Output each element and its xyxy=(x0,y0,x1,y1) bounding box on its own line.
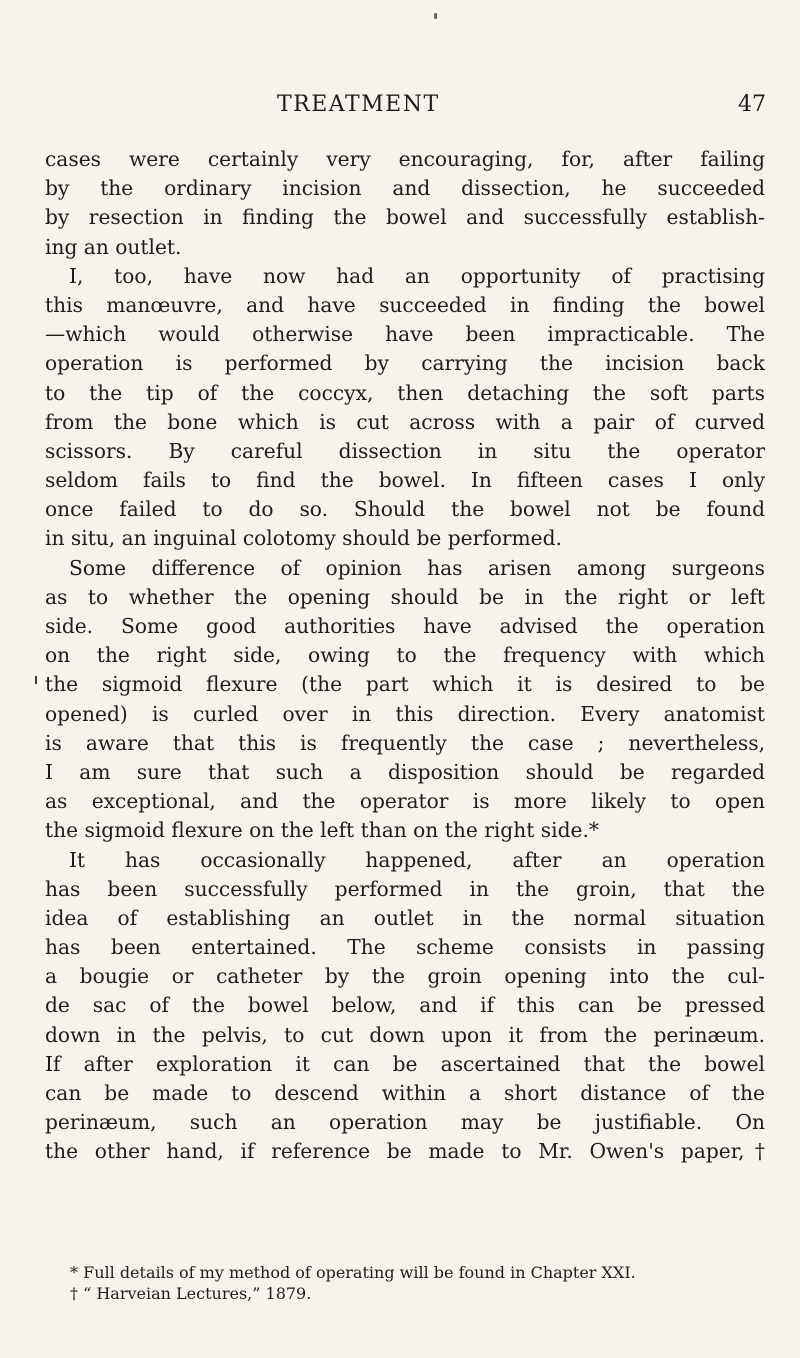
text-line: this manœuvre, and have succeeded in finding the bowel xyxy=(45,292,765,317)
page-number: 47 xyxy=(738,92,766,117)
body-text xyxy=(45,145,765,1167)
text-line: —which would otherwise have been impracticable. The xyxy=(45,322,765,347)
text-line: It has occasionally happened, after an operation xyxy=(69,847,765,872)
text-line: the sigmoid flexure (the part which it is desired to be xyxy=(45,672,765,697)
ink-speck xyxy=(434,13,437,19)
text-line: seldom fails to find the bowel. In fifteen cases I only xyxy=(45,468,765,493)
text-line: as to whether the opening should be in the right or left xyxy=(45,584,765,609)
footnote: * Full details of my method of operating will be found in Chapter XXI. xyxy=(70,1263,636,1282)
text-line: as exceptional, and the operator is more likely to open xyxy=(45,789,765,814)
text-line: Some difference of opinion has arisen among surgeons xyxy=(69,555,765,580)
text-line: is aware that this is frequently the case ; nevertheless, xyxy=(45,730,765,755)
text-line: a bougie or catheter by the groin opening into the cul- xyxy=(45,964,765,989)
running-head xyxy=(44,92,766,122)
footnote: † “ Harveian Lectures,” 1879. xyxy=(70,1284,312,1303)
text-line: has been entertained. The scheme consists in passing xyxy=(45,935,765,960)
text-line: perinæum, such an operation may be justifiable. On xyxy=(45,1110,765,1135)
text-line: If after exploration it can be ascertained that the bowel xyxy=(45,1051,765,1076)
footnotes xyxy=(70,1262,770,1304)
text-line: cases were certainly very encouraging, for, after failing xyxy=(45,147,765,171)
margin-mark xyxy=(35,676,37,684)
text-line: by the ordinary incision and dissection, he succeeded xyxy=(45,176,765,201)
text-line: once failed to do so. Should the bowel not be found xyxy=(45,497,765,522)
text-line: down in the pelvis, to cut down upon it from the perinæum. xyxy=(45,1022,765,1047)
text-line: idea of establishing an outlet in the normal situation xyxy=(45,905,765,930)
running-title: TREATMENT xyxy=(277,92,440,117)
text-line: side. Some good authorities have advised the operation xyxy=(45,614,765,638)
text-line: has been successfully performed in the groin, that the xyxy=(45,876,765,901)
text-line: by resection in finding the bowel and successfully establish- xyxy=(45,205,765,230)
text-line: opened) is curled over in this direction. Every anatomist xyxy=(45,701,765,726)
text-line: ing an outlet. xyxy=(45,234,182,259)
text-line: the other hand, if reference be made to Mr. Owen's paper,† xyxy=(45,1139,765,1164)
text-line: de sac of the bowel below, and if this can be pressed xyxy=(45,993,765,1018)
text-line: I am sure that such a disposition should be regarded xyxy=(45,759,765,784)
text-line: from the bone which is cut across with a pair of curved xyxy=(45,409,765,434)
text-line: operation is performed by carrying the incision back xyxy=(45,351,765,376)
text-line: I, too, have now had an opportunity of practising xyxy=(69,263,765,288)
text-line: can be made to descend within a short distance of the xyxy=(45,1081,765,1105)
text-line: the sigmoid flexure on the left than on the right side.* xyxy=(45,818,599,843)
text-line: to the tip of the coccyx, then detaching the soft parts xyxy=(45,380,765,405)
text-line: in situ, an inguinal colotomy should be performed. xyxy=(45,526,562,551)
text-line: on the right side, owing to the frequency with which xyxy=(45,643,765,668)
text-line: scissors. By careful dissection in situ the operator xyxy=(45,438,765,463)
